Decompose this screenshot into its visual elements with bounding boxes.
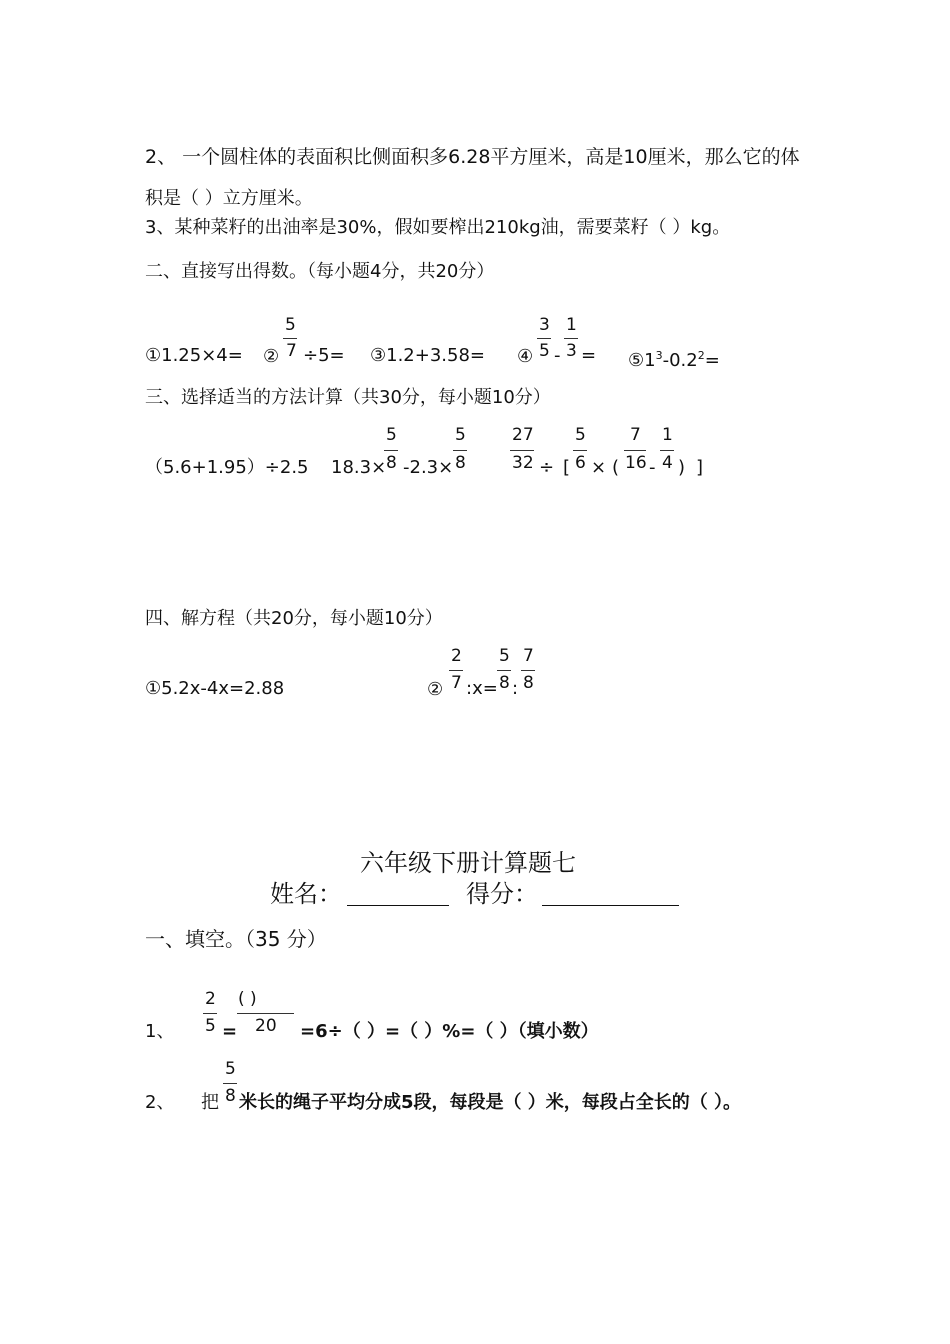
expression-3-divide: ÷: [539, 457, 555, 478]
expression-2-term-a: 18.3×: [331, 457, 387, 478]
equation-2-colon: :: [512, 678, 519, 699]
item-4-prefix: ④: [517, 346, 534, 367]
fraction-bar: [537, 338, 551, 339]
fill-question-1-label: 1、: [145, 1021, 175, 1042]
fraction-bar: [624, 450, 646, 451]
expression-2-numerator-1: 5: [386, 425, 397, 445]
expression-1: （5.6+1.95）÷2.5: [145, 457, 309, 478]
fill-question-2-numerator: 5: [225, 1059, 236, 1079]
section-4-heading: 四、解方程（共20分，每小题10分）: [145, 608, 443, 629]
fill-question-1-numerator-1: 2: [205, 989, 216, 1009]
equation-2-numerator-3: 7: [523, 646, 534, 666]
equation-2-denominator-2: 8: [499, 673, 510, 693]
item-3: ③1.2+3.58=: [370, 345, 486, 366]
expression-3-minus: -: [649, 457, 656, 478]
item-4-suffix: =: [581, 345, 597, 366]
score-label: 得分：: [466, 880, 538, 908]
fraction-bar: [453, 450, 467, 451]
fill-question-1-numerator-2: ( ): [238, 989, 257, 1009]
page-title: 六年级下册计算题七: [360, 849, 576, 877]
fill-question-2-rest: 米长的绳子平均分成5段，每段是（ ）米，每段占全长的（ ）。: [239, 1092, 742, 1113]
expression-3-left-bracket: [: [563, 457, 571, 478]
item-2-denominator: 7: [286, 341, 297, 361]
expression-3-right-bracket: ]: [696, 457, 704, 478]
question-3: 3、某种菜籽的出油率是30%，假如要榨出210kg油，需要菜籽（ ）kg。: [145, 217, 731, 238]
expression-3-denominator-4: 4: [662, 453, 673, 473]
fraction-bar: [449, 670, 463, 671]
expression-3-numerator-1: 27: [512, 425, 534, 445]
item-5-base: ⑤1: [628, 350, 656, 371]
item-4-numerator-1: 3: [539, 315, 550, 335]
equation-2-numerator-2: 5: [499, 646, 510, 666]
fraction-bar: [223, 1083, 237, 1084]
expression-3-numerator-4: 1: [662, 425, 673, 445]
fill-question-2-label: 2、: [145, 1092, 175, 1113]
fill-question-1-denominator-1: 5: [205, 1016, 216, 1036]
item-5: [628, 344, 720, 373]
expression-3-denominator-1: 32: [512, 453, 534, 473]
item-5-exponent-2: 2: [697, 349, 705, 362]
equation-2-numerator-1: 2: [451, 646, 462, 666]
fraction-bar: [660, 450, 674, 451]
fraction-bar: [384, 450, 398, 451]
item-5-end: =: [704, 350, 720, 371]
fill-question-2-prefix: 把: [201, 1092, 219, 1113]
fraction-bar: [203, 1013, 217, 1014]
equation-1: ①5.2x-4x=2.88: [145, 678, 285, 699]
expression-2-denominator-2: 8: [455, 453, 466, 473]
fill-question-1-equals: =: [222, 1021, 238, 1042]
expression-3-denominator-3: 16: [625, 453, 647, 473]
item-2-numerator: 5: [285, 315, 296, 335]
fraction-bar: [573, 450, 587, 451]
fraction-bar: [521, 670, 535, 671]
item-5-middle: -0.2: [662, 350, 698, 371]
expression-2-numerator-2: 5: [455, 425, 466, 445]
expression-3-denominator-2: 6: [575, 453, 586, 473]
expression-3-numerator-2: 5: [575, 425, 586, 445]
item-4-denominator-2: 3: [566, 341, 577, 361]
score-blank: [542, 905, 679, 906]
equation-2-prefix: ②: [427, 679, 444, 700]
fill-question-1-denominator-2: 20: [255, 1016, 277, 1036]
equation-2-middle: :x=: [466, 678, 498, 699]
expression-3-times: ×: [591, 457, 607, 478]
expression-2-denominator-1: 8: [386, 453, 397, 473]
item-5-exponent-1: 3: [655, 349, 663, 362]
name-blank: [347, 905, 449, 906]
item-2-suffix: ÷5=: [303, 345, 345, 366]
section-2-heading: 二、直接写出得数。（每小题4分，共20分）: [145, 261, 495, 282]
equation-2-denominator-1: 7: [451, 673, 462, 693]
question-2-line1: 2、 一个圆柱体的表面积比侧面积多6.28平方厘米，高是10厘米，那么它的体: [145, 146, 800, 168]
fill-question-2-denominator: 8: [225, 1086, 236, 1106]
fraction-bar: [564, 338, 578, 339]
expression-3-numerator-3: 7: [630, 425, 641, 445]
fill-heading: 一、填空。（35 分）: [145, 927, 327, 951]
item-2-prefix: ②: [263, 346, 280, 367]
equation-2-denominator-3: 8: [523, 673, 534, 693]
fill-question-1-rest: =6÷（ ）=（ ）%=（ ）（填小数）: [300, 1021, 599, 1042]
expression-3-left-paren: (: [612, 457, 620, 478]
fraction-bar: [510, 450, 534, 451]
fraction-bar: [497, 670, 511, 671]
name-label: 姓名：: [270, 880, 342, 908]
fraction-bar: [283, 338, 297, 339]
expression-3-right-paren: ): [678, 457, 686, 478]
fraction-bar: [237, 1013, 294, 1014]
section-3-heading: 三、选择适当的方法计算（共30分，每小题10分）: [145, 387, 551, 408]
item-4-denominator-1: 5: [539, 341, 550, 361]
question-2-line2: 积是（ ）立方厘米。: [145, 188, 313, 209]
expression-2-term-b: -2.3×: [403, 457, 454, 478]
item-1: ①1.25×4=: [145, 345, 243, 366]
item-4-operator: -: [554, 345, 561, 366]
item-4-numerator-2: 1: [566, 315, 577, 335]
